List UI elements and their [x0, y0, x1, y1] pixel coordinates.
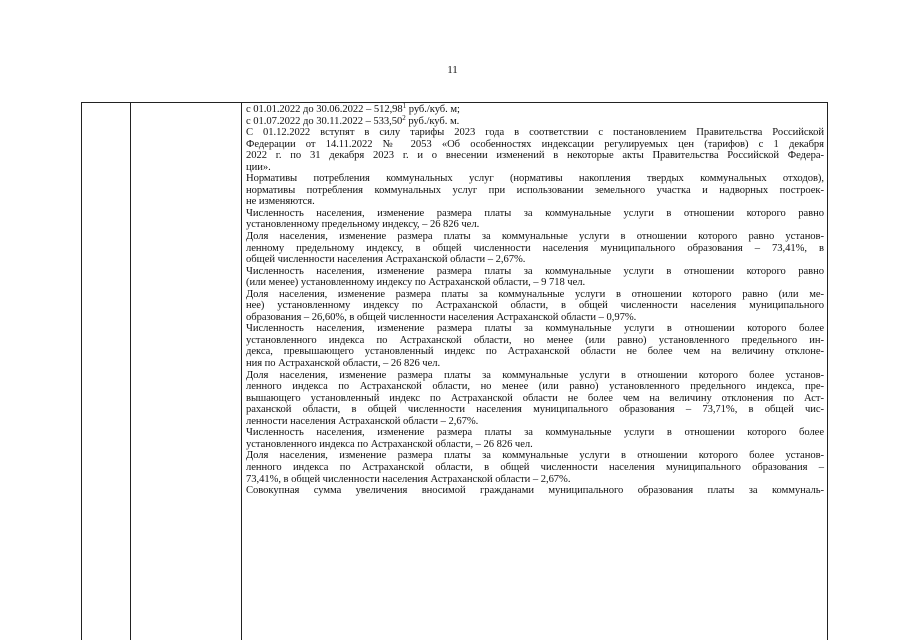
paragraph-line: раханской области, в общей численности населения муниципального образования – 73,71%, в общей чис-	[246, 404, 824, 416]
paragraph-line: 73,41%, в общей численности населения Астраханской области – 2,67%.	[246, 473, 571, 485]
paragraph	[246, 450, 824, 485]
document-table	[81, 102, 828, 640]
paragraph	[246, 427, 824, 450]
paragraph-line: (или менее) установленному индексу по Астраханской области, – 9 718 чел.	[246, 277, 586, 289]
text-cell	[246, 104, 824, 497]
paragraph-line: Совокупная сумма увеличения вносимой гражданами муниципального образования платы за коммуналь-	[246, 485, 824, 497]
paragraph-line: Численность населения, изменение размера платы за коммунальные услуги в отношении которого более	[246, 323, 824, 335]
tariff-line-1-text: с 01.01.2022 до 30.06.2022 – 512,98	[246, 104, 403, 115]
paragraph-line: общей численности населения Астраханской области – 2,67%.	[246, 254, 526, 266]
column-divider-1	[130, 103, 131, 640]
paragraph-line: Доля населения, изменение размера платы за коммунальные услуги в отношении которого равно установ-	[246, 231, 824, 243]
paragraph	[246, 266, 824, 289]
paragraph-line: ленному предельному индексу, в общей численности населения муниципального образования – 73,41%, в	[246, 242, 824, 254]
tariff-line-1-unit: руб./куб. м;	[406, 104, 460, 115]
paragraph-line: нормативы потребления коммунальных услуг при использовании земельного участка и надворных построек-	[246, 184, 824, 196]
paragraph	[246, 370, 824, 428]
footnote-mark-1: 1	[402, 102, 407, 110]
paragraph-line: Доля населения, изменение размера платы за коммунальные услуги в отношении которого более установ-	[246, 369, 824, 381]
tariff-line-2-unit: руб./куб. м.	[405, 115, 460, 127]
paragraph	[246, 173, 824, 208]
paragraph-line: нее) установленному индексу по Астраханской области, в общей численности населения муниципального	[246, 300, 824, 312]
page-number: 11	[447, 64, 458, 76]
tariff-line-1	[246, 104, 824, 116]
paragraph-line: ции».	[246, 161, 271, 173]
paragraph-line: Федерации от 14.11.2022 № 2053 «Об особенностях индексации регулируемых цен (тарифов) с 1 декабря	[246, 138, 824, 150]
paragraph	[246, 289, 824, 324]
paragraph-line: Доля населения, изменение размера платы за коммунальные услуги в отношении которого равно (или ме-	[246, 288, 824, 300]
paragraph	[246, 127, 824, 173]
paragraph-line: установленного индекса по Астраханской области, но менее (или равно) установленного предельного ин-	[246, 334, 824, 346]
tariff-line-2	[246, 113, 824, 128]
paragraph-line: Нормативы потребления коммунальных услуг (нормативы накопления твердых коммунальных отходов),	[246, 173, 824, 185]
paragraph-line: ленного индекса по Астраханской области, но менее (или равно) установленного предельного индекса, пре-	[246, 381, 824, 393]
paragraph-line: образования – 26,60%, в общей численности населения Астраханской области – 0,97%.	[246, 311, 637, 323]
paragraph-line: декса, превышающего установленный индекс по Астраханской области не более чем на величину отклоне-	[246, 346, 824, 358]
tariff-line-2-text: с 01.07.2022 до 30.11.2022 – 533,50	[246, 115, 403, 127]
paragraph	[246, 231, 824, 266]
paragraph-line: ленного индекса по Астраханской области, в общей численности населения муниципального образования –	[246, 461, 824, 473]
paragraph-line: установленному предельному индексу, – 26 826 чел.	[246, 219, 480, 231]
paragraph	[246, 323, 824, 369]
paragraph-line: вышающего установленный индекс по Астраханской области не более чем на величину отклонения по Аст-	[246, 392, 824, 404]
paragraph	[246, 208, 824, 231]
paragraph-line: установленного индекса по Астраханской области, – 26 826 чел.	[246, 438, 533, 450]
paragraph-line: не изменяются.	[246, 196, 315, 208]
paragraph-line: Численность населения, изменение размера платы за коммунальные услуги в отношении которого более	[246, 427, 824, 439]
paragraph-line: ленности населения Астраханской области – 2,67%.	[246, 415, 479, 427]
paragraph-line: Доля населения, изменение размера платы за коммунальные услуги в отношении которого более установ-	[246, 450, 824, 462]
paragraph-line: С 01.12.2022 вступят в силу тарифы 2023 года в соответствии с постановлением Правительства Российской	[246, 127, 824, 139]
column-divider-2	[241, 103, 242, 640]
paragraph-line: Численность населения, изменение размера платы за коммунальные услуги в отношении которого равно	[246, 265, 824, 277]
paragraph-line: 2022 г. по 31 декабря 2023 г. и о внесении изменений в некоторые акты Правительства Российской Федера-	[246, 150, 824, 162]
paragraph	[246, 485, 824, 497]
paragraph-line: ния по Астраханской области, – 26 826 чел.	[246, 358, 441, 370]
paragraph-line: Численность населения, изменение размера платы за коммунальные услуги в отношении которого равно	[246, 207, 824, 219]
paragraph-list	[246, 127, 824, 497]
footnote-mark-2: 2	[402, 113, 406, 122]
